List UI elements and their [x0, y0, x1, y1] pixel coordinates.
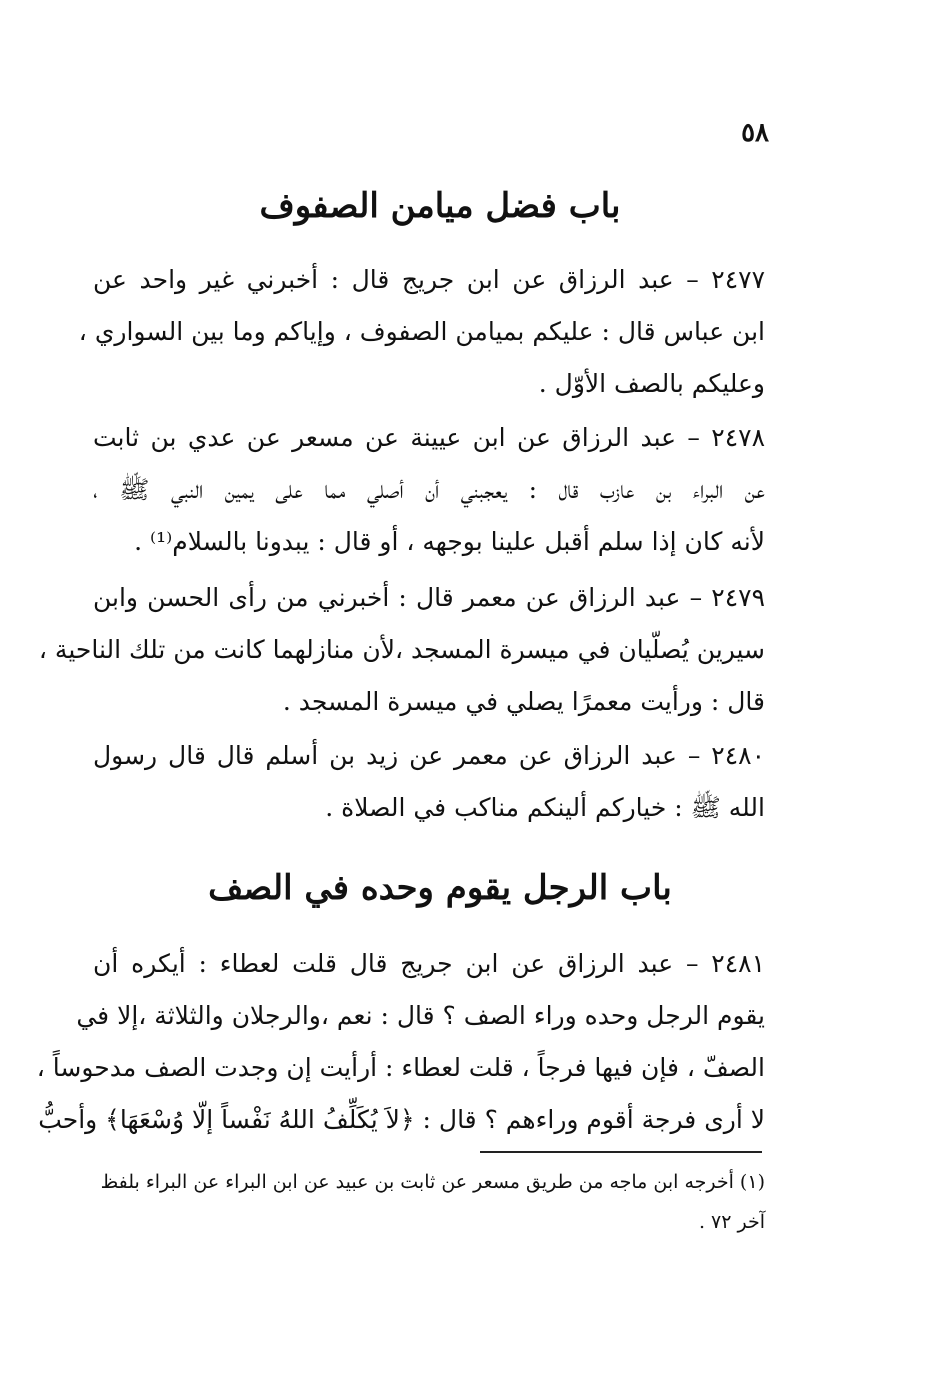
text-line: ٢٤٧٨ – عبد الرزاق عن ابن عيينة عن مسعر عن عدي بن ثابت	[93, 423, 765, 452]
text-line: ٢٤٧٩ – عبد الرزاق عن معمر قال : أخبرني من رأى الحسن وابن	[93, 583, 765, 612]
text-line: سيرين يُصلّيان في ميسرة المسجد ،لأن منازلهما كانت من تلك الناحية ،	[38, 635, 765, 664]
text-line: وعليكم بالصف الأوّل .	[538, 369, 765, 398]
footnote	[100, 1162, 765, 1242]
text-line: الله ﷺ : خياركم ألينكم مناكب في الصلاة .	[325, 793, 765, 822]
text-line: ٢٤٨١ – عبد الرزاق عن ابن جريج قال قلت لعطاء : أيكره أن	[93, 949, 765, 978]
footnote-line: (١) أخرجه ابن ماجه من طريق مسعر عن ثابت بن عبيد عن ابن البراء عن البراء بلفظ	[100, 1171, 765, 1193]
page-number: ٥٨	[741, 118, 769, 148]
hadith-paragraph	[78, 254, 765, 410]
text-line: لأنه كان إذا سلم أقبل علينا بوجهه ، أو قال : يبدونا بالسلام⁽¹⁾ .	[134, 527, 765, 556]
hadith-paragraph	[38, 572, 765, 728]
footnote-line: آخر ٧٢ .	[698, 1211, 765, 1233]
text-line: قال : ورأيت معمرًا يصلي في ميسرة المسجد .	[282, 687, 765, 716]
chapter-heading: باب فضل ميامن الصفوف	[259, 186, 621, 226]
text-line: عن البراء بن عازب قال : يعجبني أن أصلي مما على يمين النبي ﷺ ،	[93, 475, 765, 504]
chapter-heading: باب الرجل يقوم وحده في الصف	[208, 868, 672, 908]
text-line: الصفّ ، فإن فيها فرجاً ، قلت لعطاء : أرأيت إن وجدت الصف مدحوساً ،	[36, 1053, 765, 1082]
text-line: ٢٤٧٧ – عبد الرزاق عن ابن جريج قال : أخبرني غير واحد عن	[93, 265, 765, 294]
text-line: يقوم الرجل وحده وراء الصف ؟ قال : نعم ،والرجلان والثلاثة ،إلا في	[76, 1001, 765, 1030]
text-line: ابن عباس قال : عليكم بميامن الصفوف ، وإياكم وما بين السواري ،	[78, 317, 765, 346]
hadith-paragraph	[93, 730, 765, 834]
hadith-paragraph	[93, 412, 765, 568]
text-line: ٢٤٨٠ – عبد الرزاق عن معمر عن زيد بن أسلم قال قال رسول	[93, 741, 765, 770]
text-line: لا أرى فرجة أقوم وراءهم ؟ قال : ﴿لاَ يُكَلِّفُ اللهُ نَفْساً إلّا وُسْعَهَا﴾ وأحبُّ	[38, 1105, 765, 1134]
footnote-divider	[480, 1151, 762, 1153]
hadith-paragraph	[36, 938, 765, 1146]
